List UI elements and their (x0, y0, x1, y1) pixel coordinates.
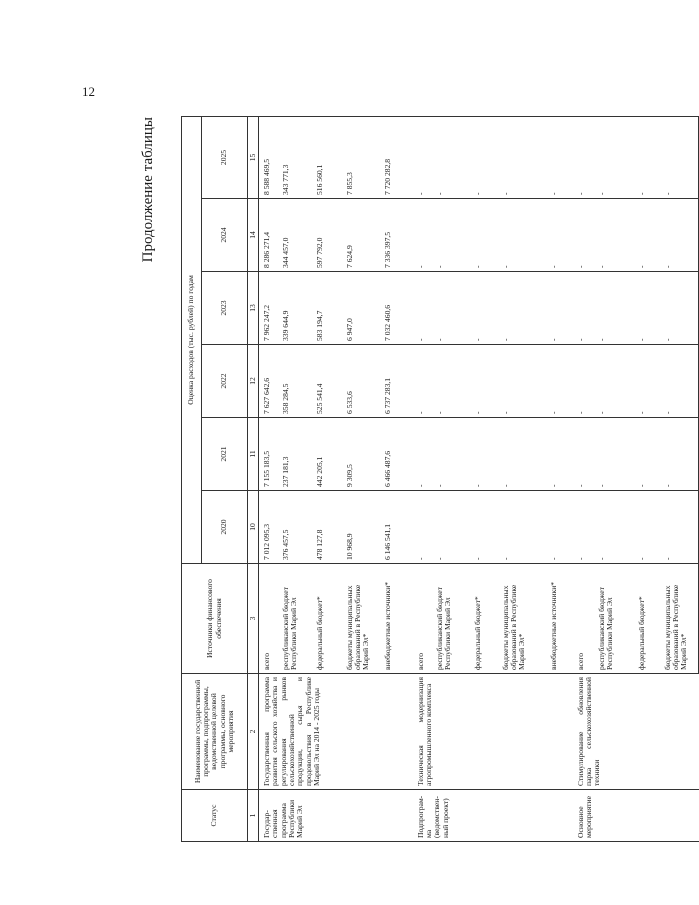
header-status: Статус (182, 790, 248, 842)
column-number: 10 (248, 491, 259, 564)
value-cell: - (501, 199, 549, 272)
value-cell: 7 855,3 (345, 116, 383, 198)
value-cell: - (637, 345, 663, 418)
value-cell: 7 336 397,5 (383, 199, 413, 272)
continuation-title: Продолжение таблицы (140, 117, 156, 263)
value-cell: - (473, 491, 501, 564)
funding-source-cell: федеральный бюджет* (315, 564, 345, 674)
funding-source-cell: федеральный бюджет* (473, 564, 501, 674)
value-cell: - (473, 199, 501, 272)
value-cell: 7 012 095,3 (259, 491, 281, 564)
column-number: 1 (248, 790, 259, 842)
value-cell: - (435, 491, 473, 564)
value-cell: 7 155 183,5 (259, 418, 281, 491)
value-cell: - (549, 418, 573, 491)
value-cell: - (573, 199, 597, 272)
value-cell: 7 032 460,6 (383, 272, 413, 345)
value-cell: - (549, 199, 573, 272)
value-cell: - (549, 116, 573, 198)
value-cell: 7 627 642,6 (259, 345, 281, 418)
header-name: Наименование государственной программы, подпрограммы, ведомственной целевой программы, основного мероприятия (182, 674, 248, 790)
value-cell: - (413, 199, 435, 272)
value-cell: 7 720 282,8 (383, 116, 413, 198)
value-cell: - (663, 116, 699, 198)
value-cell: 7 624,9 (345, 199, 383, 272)
header-year: 2023 (202, 272, 248, 345)
value-cell: - (435, 199, 473, 272)
value-cell: - (501, 272, 549, 345)
funding-source-cell: всего (573, 564, 597, 674)
value-cell: - (663, 418, 699, 491)
value-cell: 6 947,0 (345, 272, 383, 345)
value-cell: - (663, 272, 699, 345)
value-cell: - (663, 345, 699, 418)
value-cell: - (573, 491, 597, 564)
value-cell: - (573, 116, 597, 198)
value-cell: - (473, 116, 501, 198)
rotated-table-page (140, 117, 689, 842)
value-cell: - (637, 418, 663, 491)
value-cell: - (435, 272, 473, 345)
value-cell: - (637, 116, 663, 198)
program-name-cell: Техническая модернизация агропромышленного комплекса (413, 674, 573, 790)
status-cell: Государ-ственная программа Республики Марий Эл (259, 790, 413, 842)
program-name-cell: Стимулирование обновления парка сельскохозяйственной техники (573, 674, 699, 790)
value-cell: - (663, 199, 699, 272)
value-cell: - (637, 272, 663, 345)
value-cell: - (473, 345, 501, 418)
value-cell: - (501, 345, 549, 418)
column-number: 13 (248, 272, 259, 345)
value-cell: 525 541,4 (315, 345, 345, 418)
value-cell: - (573, 418, 597, 491)
funding-source-cell: республиканский бюджет Республики Марий Эл (435, 564, 473, 674)
status-cell: Основное мероприятие (573, 790, 699, 842)
value-cell: - (549, 491, 573, 564)
value-cell: - (501, 491, 549, 564)
value-cell: 442 205,1 (315, 418, 345, 491)
value-cell: - (549, 272, 573, 345)
value-cell: 7 962 247,2 (259, 272, 281, 345)
program-name-cell: Государственная программа развития сельского хозяйства и регулирования рынков сельскохозяйственной продукции, сырья и продовольствия в Республике Марий Эл на 2014 - 2025 годы (259, 674, 413, 790)
value-cell: - (435, 116, 473, 198)
column-number: 2 (248, 674, 259, 790)
header-year: 2025 (202, 116, 248, 198)
value-cell: - (597, 272, 637, 345)
header-year: 2024 (202, 199, 248, 272)
value-cell: 583 194,7 (315, 272, 345, 345)
value-cell: 9 309,5 (345, 418, 383, 491)
header-year: 2022 (202, 345, 248, 418)
value-cell: - (413, 345, 435, 418)
value-cell: 6 146 541,1 (383, 491, 413, 564)
funding-source-cell: внебюджетные источники* (383, 564, 413, 674)
table-row (259, 116, 281, 841)
table-body (248, 116, 699, 841)
header-sources: Источники финансового обеспечения (182, 564, 248, 674)
header-year: 2021 (202, 418, 248, 491)
value-cell: - (435, 418, 473, 491)
value-cell: 8 286 271,4 (259, 199, 281, 272)
value-cell: - (597, 199, 637, 272)
value-cell: 343 771,3 (281, 116, 315, 198)
value-cell: - (413, 418, 435, 491)
funding-source-cell: всего (413, 564, 435, 674)
value-cell: 6 466 487,6 (383, 418, 413, 491)
funding-source-cell: бюджеты муниципальных образований в Республике Марий Эл* (345, 564, 383, 674)
budget-table (181, 116, 699, 842)
value-cell: 376 457,5 (281, 491, 315, 564)
column-number: 15 (248, 116, 259, 198)
value-cell: - (597, 116, 637, 198)
funding-source-cell: республиканский бюджет Республики Марий Эл (281, 564, 315, 674)
value-cell: 237 181,3 (281, 418, 315, 491)
table-row (573, 116, 597, 841)
column-number: 3 (248, 564, 259, 674)
value-cell: - (597, 491, 637, 564)
value-cell: 478 127,8 (315, 491, 345, 564)
column-number: 11 (248, 418, 259, 491)
value-cell: - (435, 345, 473, 418)
table-row (413, 116, 435, 841)
column-number: 14 (248, 199, 259, 272)
value-cell: - (597, 345, 637, 418)
value-cell: - (473, 418, 501, 491)
value-cell: - (573, 345, 597, 418)
status-cell: Подпрограм-ма (ведомствен-ный проект) (413, 790, 573, 842)
header-year: 2020 (202, 491, 248, 564)
value-cell: 358 284,5 (281, 345, 315, 418)
value-cell: - (473, 272, 501, 345)
funding-source-cell: бюджеты муниципальных образований в Республике Марий Эл* (501, 564, 549, 674)
value-cell: 339 644,9 (281, 272, 315, 345)
value-cell: - (573, 272, 597, 345)
value-cell: - (637, 199, 663, 272)
value-cell: - (501, 116, 549, 198)
funding-source-cell: всего (259, 564, 281, 674)
header-estimate: Оценка расходов (тыс. рублей) по годам (182, 116, 202, 563)
value-cell: - (501, 418, 549, 491)
value-cell: - (549, 345, 573, 418)
value-cell: 6 533,6 (345, 345, 383, 418)
value-cell: 8 588 469,5 (259, 116, 281, 198)
page-number: 12 (82, 84, 95, 99)
value-cell: 344 457,0 (281, 199, 315, 272)
value-cell: 597 792,0 (315, 199, 345, 272)
value-cell: 10 968,9 (345, 491, 383, 564)
value-cell: 516 560,1 (315, 116, 345, 198)
value-cell: - (413, 272, 435, 345)
value-cell: 6 737 283,1 (383, 345, 413, 418)
value-cell: - (597, 418, 637, 491)
funding-source-cell: внебюджетные источники* (549, 564, 573, 674)
value-cell: - (663, 491, 699, 564)
value-cell: - (413, 116, 435, 198)
funding-source-cell: бюджеты муниципальных образований в Республике Марий Эл* (663, 564, 699, 674)
value-cell: - (413, 491, 435, 564)
funding-source-cell: республиканский бюджет Республики Марий Эл (597, 564, 637, 674)
value-cell: - (637, 491, 663, 564)
funding-source-cell: федеральный бюджет* (637, 564, 663, 674)
column-number: 12 (248, 345, 259, 418)
